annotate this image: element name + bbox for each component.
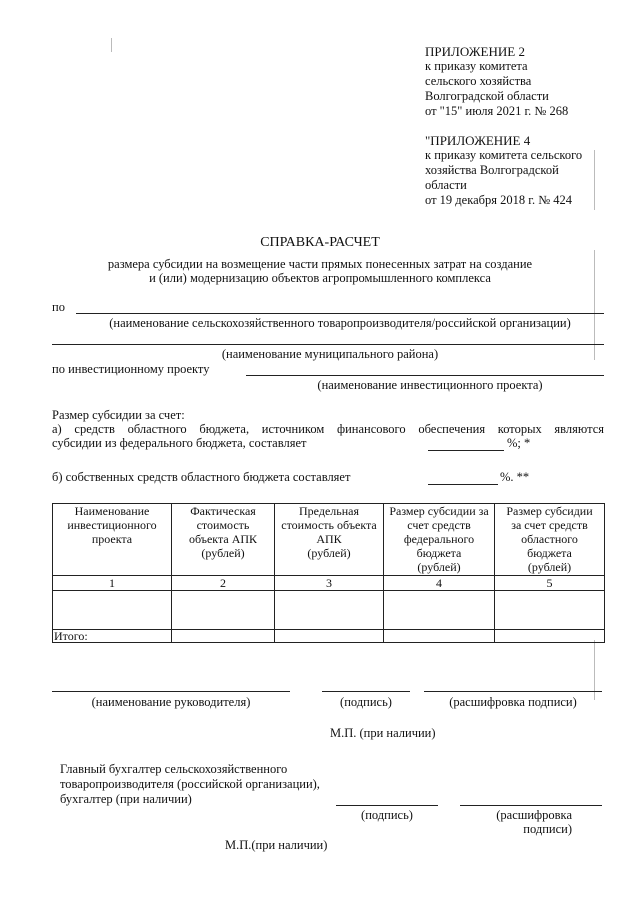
subsidy-a-line1: а) средств областного бюджета, источником финансового обеспечения которых являются bbox=[52, 422, 604, 436]
scan-speck bbox=[594, 150, 595, 210]
table-header-cell: Размер субсидии за счет средств областного бюджета (рублей) bbox=[495, 504, 605, 576]
head-decode-caption: (расшифровка подписи) bbox=[449, 695, 577, 709]
document-title: СПРАВКА-РАСЧЕТ bbox=[260, 235, 380, 250]
head-decode-line bbox=[424, 691, 602, 692]
head-name-caption: (наименование руководителя) bbox=[91, 695, 251, 709]
table-cell bbox=[53, 591, 172, 630]
table-cell bbox=[172, 630, 275, 643]
subtitle-line: и (или) модернизацию объектов агропромышленного комплекса bbox=[149, 271, 491, 285]
stamp-place-1: М.П. (при наличии) bbox=[330, 726, 436, 740]
annex-2-line: от "15" июля 2021 г. № 268 bbox=[425, 104, 569, 118]
accountant-decode-line bbox=[460, 805, 602, 806]
subsidy-b-suffix: %. ** bbox=[500, 470, 530, 484]
subtitle-line: размера субсидии на возмещение части прямых понесенных затрат на создание bbox=[107, 257, 533, 271]
head-name-line bbox=[52, 691, 290, 692]
subsidy-a-suffix: %; * bbox=[507, 436, 531, 450]
total-label: Итого: bbox=[53, 630, 172, 643]
table-row bbox=[53, 591, 605, 630]
table-cell bbox=[384, 591, 495, 630]
accountant-block bbox=[60, 762, 320, 807]
accountant-line: Главный бухгалтер сельскохозяйственного bbox=[60, 762, 288, 776]
table-total-row bbox=[53, 630, 605, 643]
org-name-line bbox=[76, 313, 604, 314]
table-header-cell: Фактическая стоимость объекта АПК (рублей) bbox=[172, 504, 275, 576]
table-cell bbox=[495, 630, 605, 643]
column-number: 5 bbox=[495, 576, 605, 591]
annex-4-line: к приказу комитета сельского bbox=[425, 148, 583, 162]
annex-2-line: сельского хозяйства bbox=[425, 74, 532, 88]
district-caption: (наименование муниципального района) bbox=[221, 347, 439, 361]
subsidy-heading: Размер субсидии за счет: bbox=[52, 408, 185, 422]
subsidy-b-line: б) собственных средств областного бюджета составляет bbox=[52, 470, 351, 484]
document-subtitle bbox=[0, 257, 640, 285]
accountant-decode-caption: (расшифровка подписи) bbox=[496, 808, 572, 836]
head-sign-line bbox=[322, 691, 410, 692]
head-sign-caption: (подпись) bbox=[340, 695, 392, 709]
annex-2-line: Волгоградской области bbox=[425, 89, 549, 103]
annex-4-title: "ПРИЛОЖЕНИЕ 4 bbox=[425, 133, 531, 148]
subsidy-b-blank bbox=[428, 484, 498, 485]
column-number: 2 bbox=[172, 576, 275, 591]
org-name-caption: (наименование сельскохозяйственного товаропроизводителя/российской организации) bbox=[109, 316, 571, 330]
table-header-cell: Размер субсидии за счет средств федерального бюджета (рублей) bbox=[384, 504, 495, 576]
table-cell bbox=[495, 591, 605, 630]
table-cell bbox=[275, 630, 384, 643]
stamp-place-2: М.П.(при наличии) bbox=[225, 838, 328, 852]
district-line bbox=[52, 344, 604, 345]
table-header-row bbox=[53, 504, 605, 576]
accountant-line: товаропроизводителя (российской организации), bbox=[60, 777, 320, 791]
table-header-cell: Наименование инвестиционного проекта bbox=[53, 504, 172, 576]
table-number-row bbox=[53, 576, 605, 591]
table-cell bbox=[172, 591, 275, 630]
annex-4-line: от 19 декабря 2018 г. № 424 bbox=[425, 193, 573, 207]
project-line bbox=[246, 375, 604, 376]
table-cell bbox=[384, 630, 495, 643]
annex-4-line: области bbox=[425, 178, 467, 192]
annex-2-block bbox=[425, 44, 568, 119]
subsidy-table bbox=[52, 503, 605, 643]
table-header-cell: Предельная стоимость объекта АПК (рублей) bbox=[275, 504, 384, 576]
accountant-sign-line bbox=[336, 805, 438, 806]
table-cell bbox=[275, 591, 384, 630]
column-number: 3 bbox=[275, 576, 384, 591]
subsidy-a-blank bbox=[428, 450, 504, 451]
annex-2-title: ПРИЛОЖЕНИЕ 2 bbox=[425, 44, 525, 59]
accountant-line: бухгалтер (при наличии) bbox=[60, 792, 192, 806]
subsidy-a-line2: субсидии из федерального бюджета, составляет bbox=[52, 436, 307, 450]
annex-4-block bbox=[425, 133, 582, 208]
scan-speck bbox=[111, 38, 112, 52]
project-label: по инвестиционному проекту bbox=[52, 362, 210, 376]
accountant-sign-caption: (подпись) bbox=[361, 808, 413, 822]
annex-2-line: к приказу комитета bbox=[425, 59, 528, 73]
project-caption: (наименование инвестиционного проекта) bbox=[317, 378, 543, 392]
column-number: 1 bbox=[53, 576, 172, 591]
annex-4-line: хозяйства Волгоградской bbox=[425, 163, 559, 177]
column-number: 4 bbox=[384, 576, 495, 591]
po-label: по bbox=[52, 300, 65, 314]
